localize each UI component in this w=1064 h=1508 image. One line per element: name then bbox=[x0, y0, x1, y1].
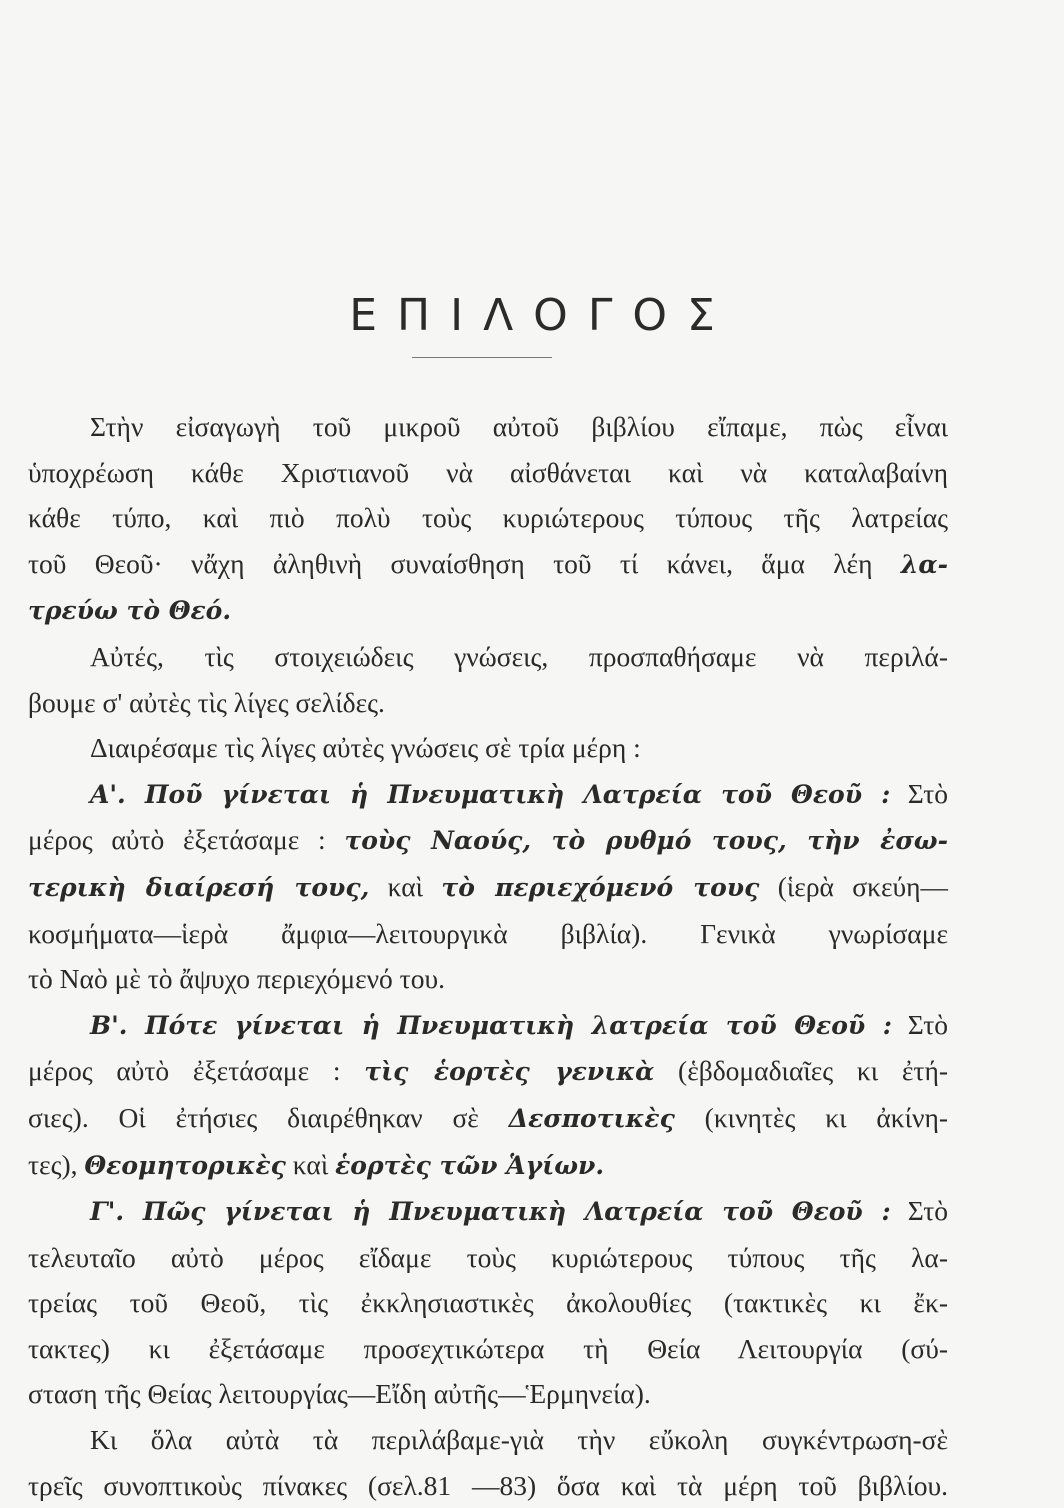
plain-text: τοῦ Θεοῦ· νἄχη ἀληθινὴ συναίσθηση τοῦ τί κάνει, ἅμα λέη bbox=[28, 547, 873, 579]
emphasis-text: ἑορτὲς τῶν Ἁγίων. bbox=[335, 1150, 605, 1180]
text-line bbox=[28, 771, 948, 818]
plain-text: τρείας τοῦ Θεοῦ, τὶς ἐκκλησιαστικὲς ἀκολουθίες (τακτικὲς κι ἔκ- bbox=[28, 1287, 948, 1319]
plain-text: κάθε τύπο, καὶ πιὸ πολὺ τοὺς κυριώτερους τύπους τῆς λατρείας bbox=[28, 502, 948, 534]
plain-text: (κινητὲς κι ἀκίνη- bbox=[704, 1101, 948, 1133]
plain-text: (ἱερὰ σκεύη— bbox=[777, 870, 949, 902]
emphasis-text: Γ'. Πῶς γίνεται ἡ Πνευματικὴ Λατρεία τοῦ Θεοῦ : bbox=[90, 1197, 891, 1227]
plain-text: τελευταῖο αὐτὸ μέρος εἴδαμε τοὺς κυριώτερους τύπους τῆς λα- bbox=[28, 1241, 948, 1273]
text-line bbox=[28, 956, 948, 1002]
plain-text: μέρος αὐτὸ ἐξετάσαμε : bbox=[28, 1055, 341, 1087]
emphasis-text: τὶς ἑορτὲς γενικὰ bbox=[364, 1057, 655, 1087]
text-line bbox=[28, 1371, 948, 1417]
plain-text: Στὸ bbox=[907, 1008, 949, 1040]
title-underline bbox=[412, 357, 552, 358]
plain-text: σταση τῆς Θείας λειτουργίας—Εἴδη αὐτῆς—Ἑρμηνεία). bbox=[28, 1378, 651, 1410]
emphasis-text: λα- bbox=[900, 549, 948, 579]
plain-text: τὸ Ναὸ μὲ τὸ ἄψυχο περιεχόμενό του. bbox=[28, 963, 445, 995]
emphasis-text: Δεσποτικὲς bbox=[508, 1103, 675, 1133]
plain-text: σιες). Οἱ ἐτήσιες διαιρέθηκαν σὲ bbox=[28, 1101, 479, 1133]
emphasis-text: Β'. Πότε γίνεται ἡ Πνευματικὴ λατρεία τοῦ Θεοῦ : bbox=[90, 1010, 893, 1040]
text-line bbox=[28, 1142, 948, 1189]
text-line bbox=[28, 1095, 948, 1142]
plain-text: μέρος αὐτὸ ἐξετάσαμε : bbox=[28, 824, 326, 856]
text-line bbox=[28, 541, 948, 588]
body-text bbox=[28, 404, 948, 1508]
text-line bbox=[28, 817, 948, 864]
plain-text: Κι ὅλα αὐτὰ τὰ περιλάβαμε-γιὰ τὴν εὔκολη συγκέντρωση-σὲ bbox=[90, 1424, 948, 1456]
plain-text: καὶ bbox=[292, 1148, 329, 1180]
plain-text: Διαιρέσαμε τὶς λίγες αὐτὲς γνώσεις σὲ τρία μέρη : bbox=[90, 732, 641, 764]
text-line bbox=[28, 404, 948, 450]
emphasis-text: τερικὴ διαίρεσή τους, bbox=[28, 872, 370, 902]
emphasis-text: τρεύω τὸ Θεό. bbox=[28, 596, 232, 626]
plain-text: καὶ bbox=[387, 870, 424, 902]
text-line bbox=[28, 634, 948, 680]
text-line bbox=[28, 1417, 948, 1463]
plain-text: ὑποχρέωση κάθε Χριστιανοῦ νὰ αἰσθάνεται καὶ νὰ καταλαβαίνη bbox=[28, 456, 948, 488]
text-line bbox=[28, 1188, 948, 1235]
plain-text: Αὐτές, τὶς στοιχειώδεις γνώσεις, προσπαθήσαμε νὰ περιλά- bbox=[90, 640, 948, 672]
text-line bbox=[28, 450, 948, 496]
emphasis-text: τοὺς Ναούς, τὸ ρυθμό τους, τὴν ἐσω- bbox=[344, 826, 948, 856]
emphasis-text: Α'. Ποῦ γίνεται ἡ Πνευματικὴ Λατρεία τοῦ Θεοῦ : bbox=[90, 779, 891, 809]
plain-text: τρεῖς συνοπτικοὺς πίνακες (σελ.81 —83) ὅσα καὶ τὰ μέρη τοῦ βιβλίου. bbox=[28, 1469, 948, 1501]
plain-text: Στὴν εἰσαγωγὴ τοῦ μικροῦ αὐτοῦ βιβλίου εἴπαμε, πὼς εἶναι bbox=[90, 411, 948, 442]
plain-text: (ἑβδομαδιαῖες κι ἐτή- bbox=[678, 1055, 948, 1087]
text-line bbox=[28, 1280, 948, 1326]
plain-text: κοσμήματα—ἱερὰ ἄμφια—λειτουργικὰ βιβλία). Γενικὰ γνωρίσαμε bbox=[28, 917, 948, 949]
plain-text: τακτες) κι ἐξετάσαμε προσεχτικώτερα τὴ Θεία Λειτουργία (σύ- bbox=[28, 1332, 948, 1364]
text-line bbox=[28, 495, 948, 541]
text-line bbox=[28, 1326, 948, 1372]
text-line bbox=[28, 1463, 948, 1508]
text-line bbox=[28, 725, 948, 771]
text-line bbox=[28, 587, 948, 634]
text-line bbox=[28, 1048, 948, 1095]
text-line bbox=[28, 1002, 948, 1049]
text-line bbox=[28, 864, 948, 911]
text-line bbox=[28, 911, 948, 957]
plain-text: τες), bbox=[28, 1148, 78, 1180]
plain-text: βουμε σ' αὐτὲς τὶς λίγες σελίδες. bbox=[28, 686, 385, 718]
emphasis-text: τὸ περιεχόμενό τους bbox=[441, 872, 760, 902]
text-line bbox=[28, 680, 948, 726]
page-title: ΕΠΙΛΟΓΟΣ bbox=[349, 290, 735, 341]
emphasis-text: Θεομητορικὲς bbox=[84, 1150, 286, 1180]
plain-text: Στὸ bbox=[907, 1195, 948, 1227]
text-line bbox=[28, 1235, 948, 1281]
plain-text: Στὸ bbox=[907, 777, 948, 809]
